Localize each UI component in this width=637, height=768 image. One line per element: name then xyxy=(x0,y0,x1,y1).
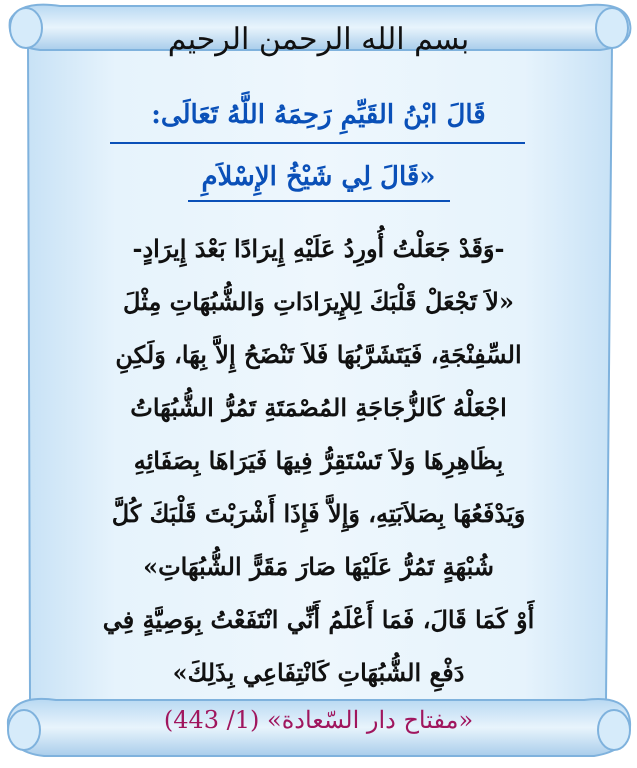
quote-line: أَوْ كَمَا قَالَ، فَمَا أَعْلَمُ أَنِّي انْتَفَعْتُ بِوَصِيَّةٍ فِي xyxy=(102,605,535,634)
header-rule-2 xyxy=(188,200,450,202)
quote-line: شُبْهَةٍ تَمُرُّ عَلَيْهَا صَارَ مَقَرًّ الشُّبُهَاتِ» xyxy=(143,552,494,581)
quote-body xyxy=(50,222,587,699)
header-rule-1 xyxy=(110,142,525,144)
quote-line: اجْعَلْهُ كَالزُّجَاجَةِ المُصْمَتَةِ تَمُرُّ الشُّبُهَاتُ xyxy=(130,393,507,422)
quote-line: بِظَاهِرِهَا وَلاَ تَسْتَقِرُّ فِيهَا فَيَرَاهَا بِصَفَائِهِ xyxy=(133,446,504,475)
quote-line: وَيَدْفَعُهَا بِصَلاَبَتِهِ، وَإِلاَّ فَإِذَا أَشْرَبْتَ قَلْبَكَ كُلَّ xyxy=(111,499,526,528)
quote-line: -وَقَدْ جَعَلْتُ أُورِدُ عَلَيْهِ إِيرَادًا بَعْدَ إِيرَادٍ- xyxy=(132,234,505,263)
quote-line: السِّفِنْجَةِ، فَيَتَشَرَّبُهَا فَلاَ تَنْضَحُ إِلاَّ بِهَا، وَلَكِنِ xyxy=(115,340,522,369)
basmala-calligraphy: بسم الله الرحمن الرحيم xyxy=(167,22,470,57)
quote-line: دَفْعِ الشُّبُهَاتِ كَانْتِفَاعِي بِذَلِكَ» xyxy=(172,658,465,687)
source-citation: «مفتاح دار السّعادة» (1/ 443) xyxy=(163,706,474,734)
header-line-2: «قَالَ لِي شَيْخُ الإِسْلاَمِ xyxy=(201,162,436,192)
header-line-1: قَالَ ابْنُ القَيِّمِ رَحِمَهُ اللَّهُ تَعَالَى: xyxy=(151,100,486,130)
quote-line: «لاَ تَجْعَلْ قَلْبَكَ لِلإِيرَادَاتِ وَالشُّبُهَاتِ مِثْلَ xyxy=(123,287,514,316)
